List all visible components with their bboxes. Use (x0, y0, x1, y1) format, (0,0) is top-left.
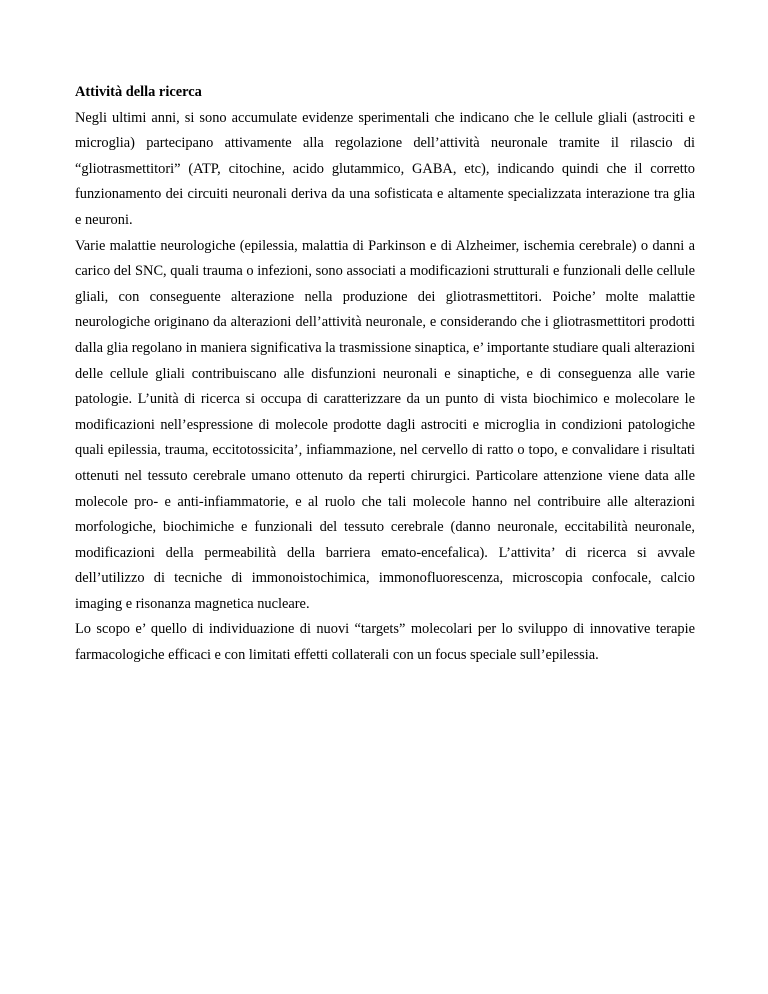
paragraph-research: Varie malattie neurologiche (epilessia, malattia di Parkinson e di Alzheimer, ischemia cerebrale) o danni a carico del SNC, quali trauma o infezioni, sono associati a modificazioni strutturali e funzionali delle cellule gliali, con conseguente alterazione nella produzione dei gliotrasmettitori. Poiche’ molte malattie neurologiche originano da alterazioni dell’attività neuronale, e considerando che i gliotrasmettitori prodotti dalla glia regolano in maniera significativa la trasmissione sinaptica, e’ importante studiare quali alterazioni delle cellule gliali contribuiscano alle disfunzioni neuronali e sinaptiche, e di conseguenza alle varie patologie. L’unità di ricerca si occupa di caratterizzare da un punto di vista biochimico e molecolare le modificazioni nell’espressione di molecole prodotte dagli astrociti e microglia in condizioni patologiche quali epilessia, trauma, eccitotossicita’, infiammazione, nel cervello di ratto o topo, e convalidare i risultati ottenuti nel tessuto cerebrale umano ottenuto da reperti chirurgici. Particolare attenzione viene data alle molecole pro- e anti-infiammatorie, e al ruolo che tali molecole hanno nel contribuire alle alterazioni morfologiche, biochimiche e funzionali del tessuto cerebrale (danno neuronale, eccitabilità neuronale, modificazioni della permeabilità della barriera emato-encefalica). L’attivita’ di ricerca si avvale dell’utilizzo di tecniche di immonoistochimica, immonofluorescenza, microscopia confocale, calcio imaging e risonanza magnetica nucleare. (75, 237, 695, 612)
document-body (75, 80, 695, 669)
paragraph-aim: Lo scopo e’ quello di individuazione di nuovi “targets” molecolari per lo sviluppo di innovative terapie farmacologiche efficaci e con limitati effetti collaterali con un focus speciale sull’epilessia. (75, 621, 695, 664)
paragraph-intro: Negli ultimi anni, si sono accumulate evidenze sperimentali che indicano che le cellule gliali (astrociti e microglia) partecipano attivamente alla regolazione dell’attività neuronale tramite il rilascio di “gliotrasmettitori” (ATP, citochine, acido glutammico, GABA, etc), indicando quindi che il corretto funzionamento dei circuiti neuronali deriva da una sofisticata e altamente specializzata interazione tra glia e neuroni. (75, 109, 695, 228)
section-heading: Attività della ricerca (75, 84, 202, 100)
